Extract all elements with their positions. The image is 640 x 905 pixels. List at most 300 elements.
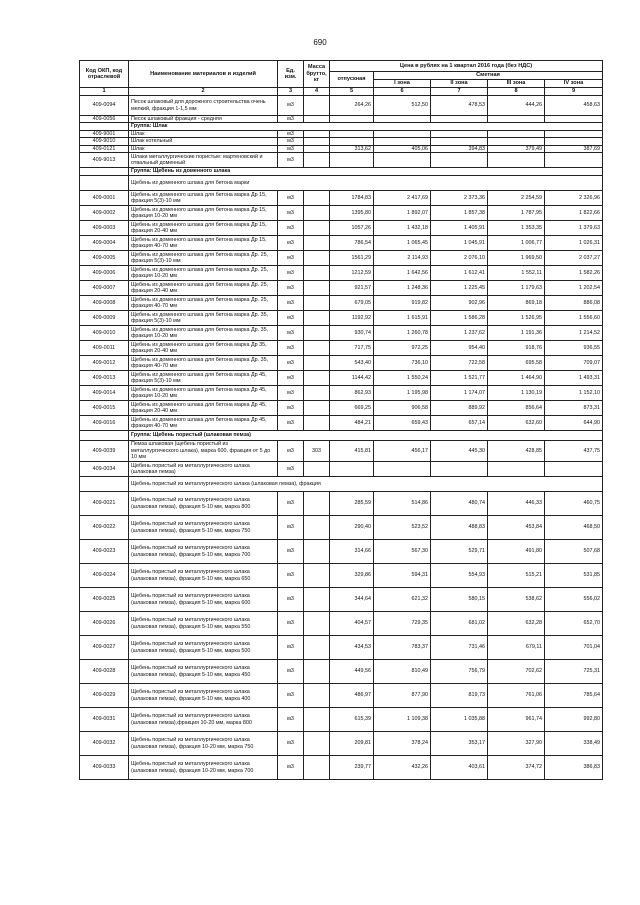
row-zone-2-price: 731,46 xyxy=(431,636,488,660)
row-release-price: 615,39 xyxy=(330,708,374,732)
table-row xyxy=(80,341,603,356)
header-price-title: Цена в рублях на 1 квартал 2016 года (без НДС) xyxy=(330,61,603,72)
row-zone-2-price: 480,74 xyxy=(431,492,488,516)
row-name: Щебень из доменного шлака для бетона марка Др. 25, фракция 10-20 мм xyxy=(129,266,278,281)
header-estimate: Сметная xyxy=(374,72,603,80)
row-name: Шлаки металлургические пористые: мартеновский и отвальный доменный xyxy=(129,153,278,168)
row-unit: м3 xyxy=(278,540,304,564)
row-zone-3-price: 1 552,11 xyxy=(488,266,545,281)
row-unit: м3 xyxy=(278,326,304,341)
row-zone-3-price: 1 969,50 xyxy=(488,251,545,266)
row-zone-4-price: 886,08 xyxy=(545,296,603,311)
row-zone-2-price xyxy=(431,153,488,168)
row-code: 409-0007 xyxy=(80,281,129,296)
row-zone-2-price: 756,79 xyxy=(431,660,488,684)
table-row xyxy=(80,221,603,236)
row-mass xyxy=(304,138,330,145)
row-code xyxy=(80,431,129,441)
row-zone-2-price: 445,30 xyxy=(431,441,488,462)
row-zone-4-price: 531,85 xyxy=(545,564,603,588)
row-zone-1-price: 621,32 xyxy=(374,588,431,612)
row-unit: м3 xyxy=(278,492,304,516)
row-zone-2-price: 819,73 xyxy=(431,684,488,708)
row-zone-2-price: 1 586,28 xyxy=(431,311,488,326)
row-release-price: 329,86 xyxy=(330,564,374,588)
table-row xyxy=(80,401,603,416)
col-number: 2 xyxy=(129,88,278,96)
row-zone-1-price: 1 065,45 xyxy=(374,236,431,251)
row-unit: м3 xyxy=(278,371,304,386)
row-unit: м3 xyxy=(278,311,304,326)
row-mass xyxy=(304,564,330,588)
row-zone-3-price: 961,74 xyxy=(488,708,545,732)
row-mass xyxy=(304,492,330,516)
row-zone-3-price: 1 006,77 xyxy=(488,236,545,251)
row-name: Песок шлаковый для дорожного строительства очень мелкий, фракция 1-1,5 мм xyxy=(129,96,278,116)
row-zone-3-price: 538,62 xyxy=(488,588,545,612)
header-unit: Ед. изм. xyxy=(278,61,304,88)
row-release-price xyxy=(330,153,374,168)
row-zone-4-price xyxy=(545,116,603,123)
row-release-price: 404,57 xyxy=(330,612,374,636)
row-mass xyxy=(304,401,330,416)
group-title: Группа: Щебень из доменного шлака xyxy=(129,168,603,176)
row-mass xyxy=(304,612,330,636)
row-mass xyxy=(304,130,330,137)
col-number: 6 xyxy=(374,88,431,96)
row-zone-4-price: 387,69 xyxy=(545,145,603,152)
row-release-price xyxy=(330,116,374,123)
row-mass xyxy=(304,516,330,540)
row-release-price: 543,40 xyxy=(330,356,374,371)
row-zone-1-price: 378,24 xyxy=(374,732,431,756)
row-unit: м3 xyxy=(278,96,304,116)
row-unit: м3 xyxy=(278,612,304,636)
row-zone-1-price: 906,58 xyxy=(374,401,431,416)
row-release-price: 679,05 xyxy=(330,296,374,311)
row-mass xyxy=(304,588,330,612)
table-row xyxy=(80,130,603,137)
row-unit: м3 xyxy=(278,281,304,296)
row-zone-2-price: 353,17 xyxy=(431,732,488,756)
row-mass xyxy=(304,356,330,371)
row-zone-4-price: 873,31 xyxy=(545,401,603,416)
row-zone-1-price: 405,06 xyxy=(374,145,431,152)
row-mass xyxy=(304,221,330,236)
row-zone-2-price: 1 857,38 xyxy=(431,206,488,221)
table-row xyxy=(80,251,603,266)
row-zone-2-price: 394,83 xyxy=(431,145,488,152)
row-unit: м3 xyxy=(278,191,304,206)
table-row xyxy=(80,564,603,588)
subheading-text: Щебень из доменного шлака для бетона марки xyxy=(129,176,603,191)
row-zone-4-price: 1 202,54 xyxy=(545,281,603,296)
row-code xyxy=(80,123,129,130)
row-zone-3-price: 1 179,63 xyxy=(488,281,545,296)
row-zone-2-price xyxy=(431,130,488,137)
row-zone-3-price: 1 130,19 xyxy=(488,386,545,401)
row-name: Щебень пористый из металлургического шлака (шлаковая пемза), фракция 5-10 мм, марка 500 xyxy=(129,636,278,660)
row-code: 409-0011 xyxy=(80,341,129,356)
row-name: Щебень из доменного шлака для бетона марка Др 15, фракция 20-40 мм xyxy=(129,221,278,236)
row-zone-3-price: 869,18 xyxy=(488,296,545,311)
subheading-row xyxy=(80,477,603,492)
row-zone-3-price: 918,76 xyxy=(488,341,545,356)
row-name: Щебень пористый из металлургического шлака (шлаковая пемза), фракция 5-10 мм, марка 550 xyxy=(129,612,278,636)
row-name: Шлак котельный xyxy=(129,138,278,145)
row-zone-3-price: 761,06 xyxy=(488,684,545,708)
row-unit: м3 xyxy=(278,756,304,780)
row-code: 409-0014 xyxy=(80,386,129,401)
row-unit: м3 xyxy=(278,660,304,684)
row-mass xyxy=(304,636,330,660)
row-code: 409-0016 xyxy=(80,416,129,431)
row-unit: м3 xyxy=(278,266,304,281)
row-code: 409-0029 xyxy=(80,684,129,708)
table-row xyxy=(80,708,603,732)
row-release-price: 486,97 xyxy=(330,684,374,708)
subheading-row xyxy=(80,176,603,191)
row-name: Щебень из доменного шлака для бетона марка Др. 25, фракция 40-70 мм xyxy=(129,296,278,311)
row-release-price: 1057,26 xyxy=(330,221,374,236)
row-unit: м3 xyxy=(278,206,304,221)
row-unit: м3 xyxy=(278,251,304,266)
row-zone-2-price: 657,14 xyxy=(431,416,488,431)
row-zone-4-price: 1 582,26 xyxy=(545,266,603,281)
row-zone-4-price: 785,64 xyxy=(545,684,603,708)
row-name: Шлак xyxy=(129,130,278,137)
row-unit: м3 xyxy=(278,341,304,356)
row-zone-2-price xyxy=(431,116,488,123)
row-name: Щебень пористый из металлургического шлака (шлаковая пемза), фракция 5-10 мм, марка 600 xyxy=(129,588,278,612)
row-zone-1-price: 919,82 xyxy=(374,296,431,311)
row-release-price: 415,81 xyxy=(330,441,374,462)
subheading-text: Щебень пористый из металлургического шлака (шлаковая пемза), фракция xyxy=(129,477,603,492)
row-mass xyxy=(304,206,330,221)
row-zone-1-price: 1 260,78 xyxy=(374,326,431,341)
table-row xyxy=(80,684,603,708)
row-zone-2-price: 1 237,62 xyxy=(431,326,488,341)
row-zone-3-price xyxy=(488,130,545,137)
table-row xyxy=(80,516,603,540)
row-code: 409-0056 xyxy=(80,116,129,123)
group-row xyxy=(80,123,603,130)
row-zone-4-price: 386,83 xyxy=(545,756,603,780)
row-code: 409-0001 xyxy=(80,191,129,206)
row-zone-1-price: 1 550,24 xyxy=(374,371,431,386)
row-unit: м3 xyxy=(278,130,304,137)
row-unit: м3 xyxy=(278,296,304,311)
row-mass xyxy=(304,266,330,281)
header-zone-3: III зона xyxy=(488,80,545,88)
row-code: 409-0023 xyxy=(80,540,129,564)
group-row xyxy=(80,431,603,441)
table-row xyxy=(80,236,603,251)
row-unit: м3 xyxy=(278,462,304,477)
row-release-price: 449,56 xyxy=(330,660,374,684)
row-unit: м3 xyxy=(278,588,304,612)
table-row xyxy=(80,206,603,221)
row-unit: м3 xyxy=(278,708,304,732)
table-row xyxy=(80,311,603,326)
row-release-price: 209,81 xyxy=(330,732,374,756)
row-zone-4-price: 507,68 xyxy=(545,540,603,564)
row-zone-3-price: 679,11 xyxy=(488,636,545,660)
row-zone-2-price: 1 405,91 xyxy=(431,221,488,236)
row-zone-1-price: 1 248,36 xyxy=(374,281,431,296)
row-zone-3-price: 632,60 xyxy=(488,416,545,431)
col-number: 7 xyxy=(431,88,488,96)
group-row xyxy=(80,168,603,176)
row-name: Щебень из доменного шлака для бетона марка Др 45, фракция 40-70 мм xyxy=(129,416,278,431)
row-release-price: 1395,80 xyxy=(330,206,374,221)
row-mass xyxy=(304,371,330,386)
row-mass xyxy=(304,191,330,206)
row-zone-2-price: 681,02 xyxy=(431,612,488,636)
row-release-price: 264,26 xyxy=(330,96,374,116)
table-row xyxy=(80,356,603,371)
row-mass xyxy=(304,145,330,152)
row-zone-2-price: 722,58 xyxy=(431,356,488,371)
row-name: Щебень пористый из металлургического шлака (шлаковая пемза), фракция 5-10 мм, марка 700 xyxy=(129,540,278,564)
row-unit: м3 xyxy=(278,564,304,588)
row-release-price: 239,77 xyxy=(330,756,374,780)
row-mass xyxy=(304,756,330,780)
row-zone-1-price: 972,25 xyxy=(374,341,431,356)
row-zone-3-price: 1 464,90 xyxy=(488,371,545,386)
row-code: 409-0028 xyxy=(80,660,129,684)
row-zone-2-price: 1 612,41 xyxy=(431,266,488,281)
row-zone-3-price: 327,90 xyxy=(488,732,545,756)
table-row xyxy=(80,416,603,431)
row-name: Щебень из доменного шлака для бетона марка Др 15, фракция 40-70 мм xyxy=(129,236,278,251)
row-zone-1-price: 512,50 xyxy=(374,96,431,116)
row-zone-4-price: 1 493,31 xyxy=(545,371,603,386)
table-row xyxy=(80,386,603,401)
row-code: 409-0022 xyxy=(80,516,129,540)
row-zone-4-price: 709,07 xyxy=(545,356,603,371)
row-zone-2-price: 2 373,36 xyxy=(431,191,488,206)
row-mass xyxy=(304,341,330,356)
row-code: 409-0021 xyxy=(80,492,129,516)
row-zone-2-price xyxy=(431,138,488,145)
row-zone-2-price: 554,93 xyxy=(431,564,488,588)
header-mass: Масса брутто, кг xyxy=(304,61,330,88)
table-row xyxy=(80,756,603,780)
row-code: 409-0015 xyxy=(80,401,129,416)
row-name: Щебень из доменного шлака для бетона марка Др 35, фракция 20-40 мм xyxy=(129,341,278,356)
row-zone-1-price: 1 642,56 xyxy=(374,266,431,281)
row-zone-2-price: 889,92 xyxy=(431,401,488,416)
row-unit: м3 xyxy=(278,153,304,168)
row-zone-3-price: 374,72 xyxy=(488,756,545,780)
row-unit: м3 xyxy=(278,401,304,416)
row-zone-3-price: 2 254,59 xyxy=(488,191,545,206)
row-zone-1-price: 456,17 xyxy=(374,441,431,462)
row-zone-1-price: 1 892,07 xyxy=(374,206,431,221)
col-number: 5 xyxy=(330,88,374,96)
row-zone-3-price: 856,64 xyxy=(488,401,545,416)
row-mass xyxy=(304,708,330,732)
row-zone-4-price: 338,49 xyxy=(545,732,603,756)
table-row xyxy=(80,636,603,660)
row-unit: м3 xyxy=(278,356,304,371)
row-code xyxy=(80,477,129,492)
header-zone-1: I зона xyxy=(374,80,431,88)
row-zone-4-price: 437,75 xyxy=(545,441,603,462)
table-row xyxy=(80,326,603,341)
row-zone-4-price xyxy=(545,138,603,145)
row-zone-3-price: 491,80 xyxy=(488,540,545,564)
row-zone-1-price: 1 195,98 xyxy=(374,386,431,401)
row-mass xyxy=(304,251,330,266)
row-zone-4-price: 2 037,27 xyxy=(545,251,603,266)
row-name: Щебень пористый из металлургического шлака (шлаковая пемза), фракция 10-20 мм, марка 750 xyxy=(129,732,278,756)
row-release-price: 921,57 xyxy=(330,281,374,296)
row-zone-4-price: 992,80 xyxy=(545,708,603,732)
row-zone-2-price: 488,83 xyxy=(431,516,488,540)
row-mass xyxy=(304,684,330,708)
row-mass xyxy=(304,296,330,311)
row-code: 409-0094 xyxy=(80,96,129,116)
table-row xyxy=(80,540,603,564)
row-name: Щебень из доменного шлака для бетона марка Др 45, фракция 5(3)-10 мм xyxy=(129,371,278,386)
row-code: 409-0034 xyxy=(80,462,129,477)
row-zone-4-price xyxy=(545,153,603,168)
table-row xyxy=(80,612,603,636)
row-zone-4-price: 1 379,63 xyxy=(545,221,603,236)
col-number: 1 xyxy=(80,88,129,96)
row-zone-1-price xyxy=(374,138,431,145)
row-mass xyxy=(304,462,330,477)
row-code: 409-9010 xyxy=(80,138,129,145)
row-mass xyxy=(304,660,330,684)
price-table xyxy=(79,60,603,780)
header-name: Наименование материалов и изделий xyxy=(129,61,278,88)
row-name: Пемза шлаковая (щебень пористый из металлургического шлака), марка 600, фракция от 5 до 10 мм xyxy=(129,441,278,462)
row-zone-4-price: 701,04 xyxy=(545,636,603,660)
row-mass xyxy=(304,386,330,401)
row-release-price: 1784,83 xyxy=(330,191,374,206)
row-code: 409-0009 xyxy=(80,311,129,326)
row-zone-2-price: 1 521,77 xyxy=(431,371,488,386)
row-name: Щебень из доменного шлака для бетона марка Др 45, фракция 20-40 мм xyxy=(129,401,278,416)
col-number: 3 xyxy=(278,88,304,96)
row-release-price: 786,54 xyxy=(330,236,374,251)
row-zone-3-price: 428,85 xyxy=(488,441,545,462)
row-zone-3-price xyxy=(488,153,545,168)
row-code: 409-0006 xyxy=(80,266,129,281)
row-name: Щебень из доменного шлака для бетона марка Др 15, фракция 10-20 мм xyxy=(129,206,278,221)
table-row xyxy=(80,660,603,684)
row-name: Щебень из доменного шлака для бетона марка Др. 35, фракция 10-20 мм xyxy=(129,326,278,341)
row-unit: м3 xyxy=(278,441,304,462)
row-zone-3-price: 446,33 xyxy=(488,492,545,516)
row-zone-1-price: 736,10 xyxy=(374,356,431,371)
row-release-price: 344,64 xyxy=(330,588,374,612)
row-release-price: 1144,42 xyxy=(330,371,374,386)
table-body xyxy=(80,96,603,780)
row-zone-1-price: 432,26 xyxy=(374,756,431,780)
row-zone-4-price xyxy=(545,130,603,137)
row-zone-2-price: 902,96 xyxy=(431,296,488,311)
row-zone-4-price: 460,75 xyxy=(545,492,603,516)
row-name: Щебень пористый из металлургического шлака (шлаковая пемза) xyxy=(129,462,278,477)
row-zone-4-price: 556,02 xyxy=(545,588,603,612)
row-release-price: 434,53 xyxy=(330,636,374,660)
row-zone-4-price: 1 152,10 xyxy=(545,386,603,401)
table-row xyxy=(80,732,603,756)
row-zone-1-price: 659,43 xyxy=(374,416,431,431)
row-release-price: 484,21 xyxy=(330,416,374,431)
row-release-price: 1192,92 xyxy=(330,311,374,326)
row-zone-1-price: 729,35 xyxy=(374,612,431,636)
row-name: Щебень из доменного шлака для бетона марка Др. 35, фракция 5(3)-10 мм xyxy=(129,311,278,326)
table-row xyxy=(80,441,603,462)
row-code: 409-0010 xyxy=(80,326,129,341)
row-release-price: 1561,29 xyxy=(330,251,374,266)
row-code: 409-0121 xyxy=(80,145,129,152)
row-mass xyxy=(304,281,330,296)
row-mass xyxy=(304,153,330,168)
row-release-price: 290,40 xyxy=(330,516,374,540)
row-zone-3-price xyxy=(488,116,545,123)
row-code: 409-0024 xyxy=(80,564,129,588)
row-name: Щебень пористый из металлургического шлака (шлаковая пемза), фракция 10-20 мм, марка 700 xyxy=(129,756,278,780)
header-release-price: отпускная xyxy=(330,72,374,88)
row-zone-3-price: 515,21 xyxy=(488,564,545,588)
row-zone-4-price: 725,31 xyxy=(545,660,603,684)
row-mass xyxy=(304,116,330,123)
row-zone-2-price: 403,61 xyxy=(431,756,488,780)
table-row xyxy=(80,138,603,145)
table-row xyxy=(80,145,603,152)
row-unit: м3 xyxy=(278,236,304,251)
row-zone-3-price: 1 353,35 xyxy=(488,221,545,236)
row-release-price: 314,66 xyxy=(330,540,374,564)
row-zone-3-price: 379,49 xyxy=(488,145,545,152)
row-zone-3-price: 444,26 xyxy=(488,96,545,116)
row-zone-3-price: 702,62 xyxy=(488,660,545,684)
row-name: Щебень пористый из металлургического шлака (шлаковая пемза), фракция 5-10 мм, марка 800 xyxy=(129,492,278,516)
table-row xyxy=(80,492,603,516)
row-zone-2-price: 1 174,07 xyxy=(431,386,488,401)
col-number: 8 xyxy=(488,88,545,96)
row-zone-4-price: 936,55 xyxy=(545,341,603,356)
table-row xyxy=(80,296,603,311)
row-mass xyxy=(304,416,330,431)
row-code: 409-0033 xyxy=(80,756,129,780)
row-code xyxy=(80,168,129,176)
row-zone-4-price: 2 326,96 xyxy=(545,191,603,206)
row-zone-1-price xyxy=(374,116,431,123)
row-code: 409-0031 xyxy=(80,708,129,732)
table-row xyxy=(80,153,603,168)
row-zone-4-price xyxy=(545,462,603,477)
row-name: Песок шлаковый фракция - средняя xyxy=(129,116,278,123)
row-name: Щебень пористый из металлургического шлака (шлаковая пемза), фракция 5-10 мм, марка 400 xyxy=(129,684,278,708)
row-unit: м3 xyxy=(278,145,304,152)
row-release-price: 862,93 xyxy=(330,386,374,401)
row-zone-1-price: 567,30 xyxy=(374,540,431,564)
row-zone-4-price: 468,50 xyxy=(545,516,603,540)
row-zone-3-price: 453,84 xyxy=(488,516,545,540)
row-release-price: 669,25 xyxy=(330,401,374,416)
row-release-price xyxy=(330,130,374,137)
row-mass xyxy=(304,236,330,251)
row-zone-1-price: 810,49 xyxy=(374,660,431,684)
row-zone-2-price: 1 035,88 xyxy=(431,708,488,732)
